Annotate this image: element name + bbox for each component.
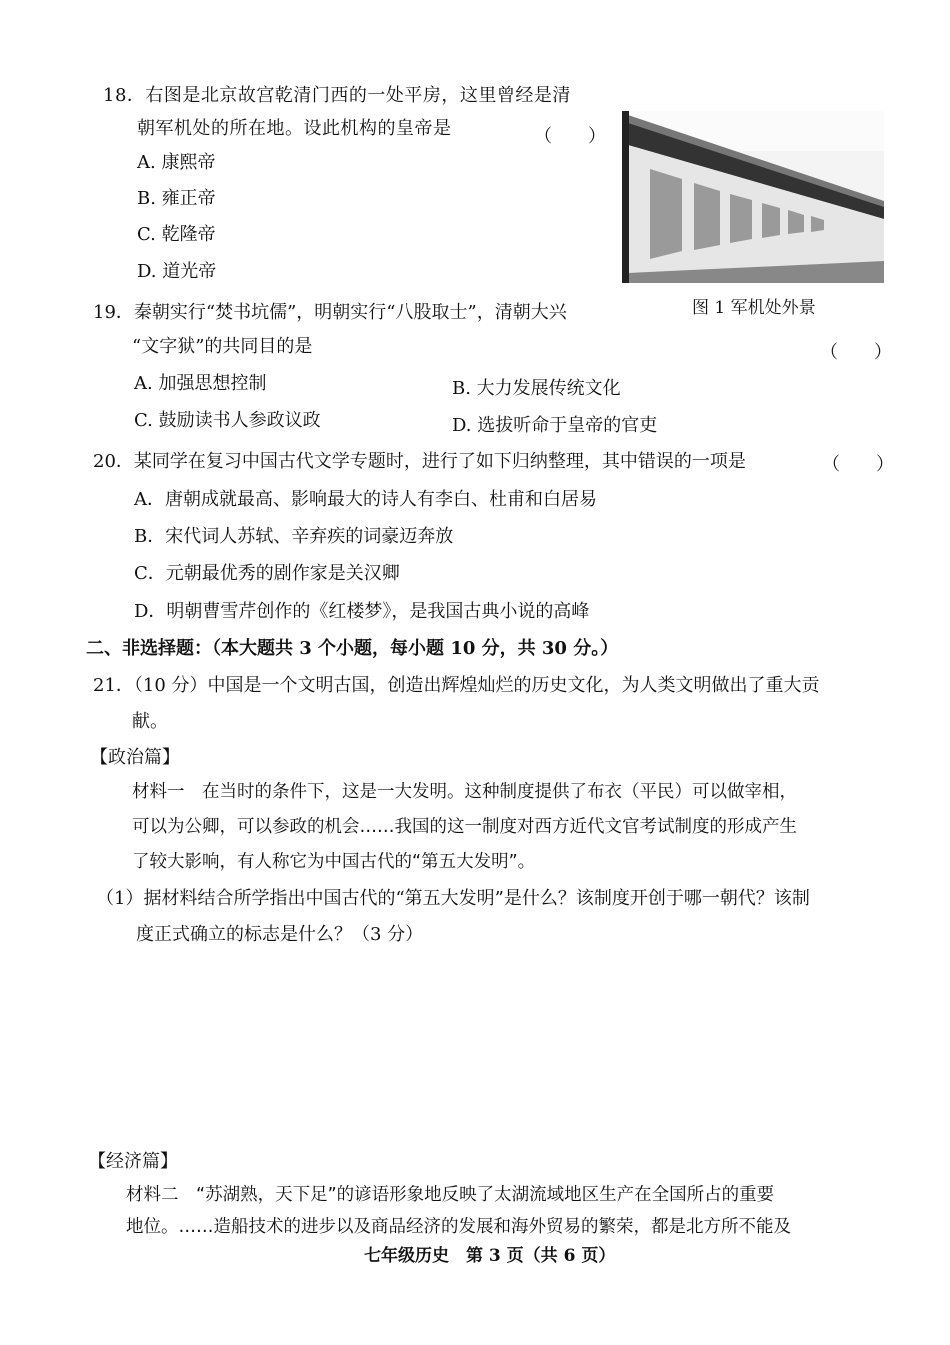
economy-section-tag: 【经济篇】: [88, 1151, 178, 1172]
q20-option-c: C．元朝最优秀的剧作家是关汉卿: [134, 563, 400, 584]
junjichu-photo: [622, 111, 884, 283]
q19-stem-line1: 19．秦朝实行“焚书坑儒”，明朝实行“八股取士”，清朝大兴: [93, 302, 567, 323]
q21-stem-line2: 献。: [132, 711, 168, 732]
q19-answer-paren: （ ）: [820, 342, 892, 363]
q19-option-a: A. 加强思想控制: [134, 373, 267, 394]
q18-stem-line1: 18．右图是北京故宫乾清门西的一处平房，这里曾经是清: [103, 85, 571, 106]
q20-option-a: A．唐朝成就最高、影响最大的诗人有李白、杜甫和白居易: [134, 489, 597, 510]
q19-option-b: B. 大力发展传统文化: [452, 378, 621, 399]
photo-caption: 图 1 军机处外景: [692, 298, 816, 318]
q21-sub1-line1: （1）据材料结合所学指出中国古代的“第五大发明”是什么？该制度开创于哪一朝代？该制: [96, 888, 810, 909]
q20-stem: 20．某同学在复习中国古代文学专题时，进行了如下归纳整理，其中错误的一项是: [93, 451, 746, 472]
material2-line1: 材料二 “苏湖熟，天下足”的谚语形象地反映了太湖流域地区生产在全国所占的重要: [126, 1185, 775, 1205]
q20-answer-paren: （ ）: [822, 454, 894, 475]
material1-line3: 了较大影响，有人称它为中国古代的“第五大发明”。: [132, 852, 536, 872]
politics-section-tag: 【政治篇】: [90, 747, 180, 768]
material1-line2: 可以为公卿，可以参政的机会……我国的这一制度对西方近代文官考试制度的形成产生: [132, 817, 797, 837]
q19-stem-line2: “文字狱”的共同目的是: [132, 336, 313, 357]
page-footer: 七年级历史 第 3 页（共 6 页）: [364, 1246, 616, 1266]
junjichu-photo-drawing: [622, 111, 884, 283]
q18-option-b: B. 雍正帝: [137, 188, 216, 209]
material2-line2: 地位。……造船技术的进步以及商品经济的发展和海外贸易的繁荣，都是北方所不能及: [126, 1217, 791, 1237]
q21-sub1-line2: 度正式确立的标志是什么？（3 分）: [136, 924, 424, 945]
q18-option-d: D. 道光帝: [137, 261, 217, 282]
section2-heading: 二、非选择题：（本大题共 3 个小题，每小题 10 分，共 30 分。）: [86, 638, 619, 659]
q18-answer-paren: （ ）: [534, 126, 606, 147]
q21-stem-line1: 21．（10 分）中国是一个文明古国，创造出辉煌灿烂的历史文化，为人类文明做出了重大贡: [93, 675, 820, 696]
q18-stem-line2: 朝军机处的所在地。设此机构的皇帝是: [137, 118, 452, 139]
q20-option-b: B．宋代词人苏轼、辛弃疾的词豪迈奔放: [134, 526, 454, 547]
q18-option-c: C. 乾隆帝: [137, 224, 216, 245]
q20-option-d: D．明朝曹雪芹创作的《红楼梦》，是我国古典小说的高峰: [134, 601, 590, 622]
q18-option-a: A. 康熙帝: [137, 152, 216, 173]
material1-line1: 材料一 在当时的条件下，这是一大发明。这种制度提供了布衣（平民）可以做宰相，: [132, 782, 797, 802]
q19-option-d: D. 选拔听命于皇帝的官吏: [452, 415, 658, 436]
q19-option-c: C. 鼓励读书人参政议政: [134, 410, 321, 431]
